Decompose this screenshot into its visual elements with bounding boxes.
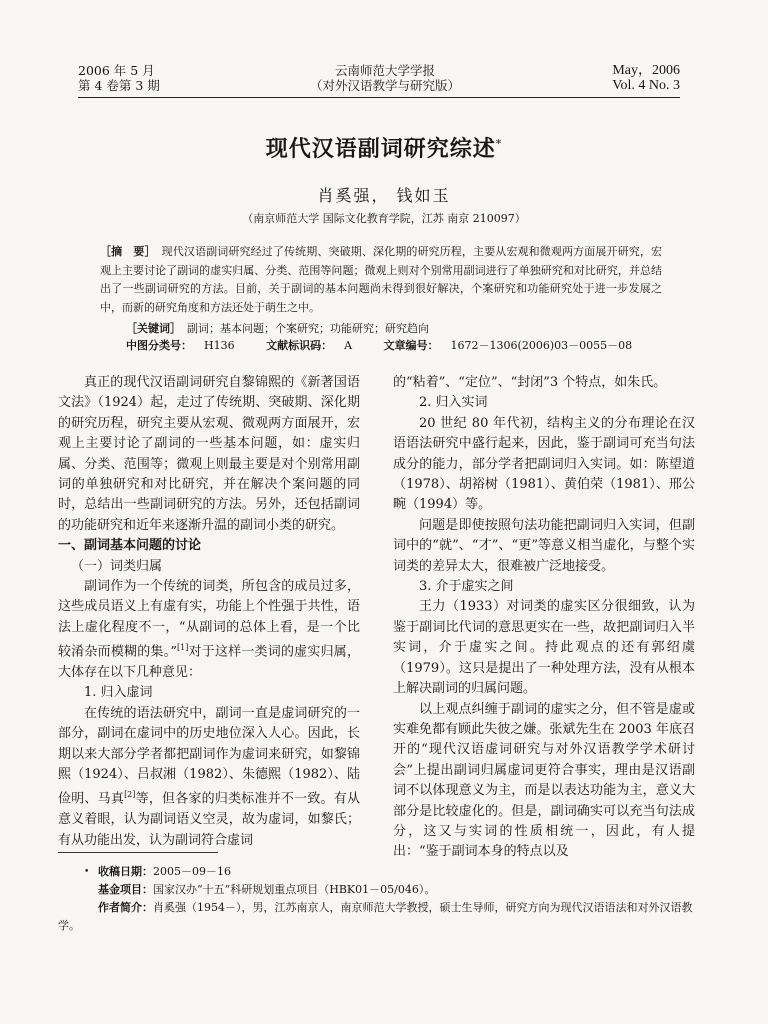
paragraph-continuation: 的“粘着”、“定位”、“封闭”3 个特点，如朱氏。: [393, 375, 667, 390]
fund-value: 国家汉办“十五”科研规划重点项目（HBK01－05/046）。: [153, 883, 436, 896]
subsection-heading: （一）词类归属: [71, 558, 163, 574]
paragraph: [58, 704, 360, 851]
volume-issue-en: Vol. 4 No. 3: [612, 78, 680, 93]
title-footnote-mark: *: [495, 137, 503, 151]
body-column-left: [58, 373, 360, 851]
article-number-value: 1672－1306(2006)03－0055－08: [450, 339, 633, 352]
doc-code-label: 文献标识码：: [266, 339, 333, 352]
author-bio-value: 肖奚强（1954－），男，江苏南京人，南京师范大学教授，硕士生导师，研究方向为现代汉语语法和对外汉语教学。: [58, 901, 693, 932]
body-column-right: [393, 373, 695, 863]
abstract: [100, 243, 662, 317]
paragraph: 以上观点纠缠于副词的虚实之分，但不管是虚或实难免都有顾此失彼之嫌。张斌先生在 2003 年底召开的“现代汉语虚词研究与对外汉语教学学术研讨会”上提出副词归属虚词更符合事实，理由是汉语副词不以体现意义为主，而是以表达功能为主，意义大部分是比较虚化的。但是，副词确实可以充当句法成分，这又与实词的性质相统一，因此，有人提出：“鉴于副词本身的特点以及: [393, 701, 695, 860]
issue-date: 2006 年 5 月: [78, 63, 155, 78]
section-heading: 一、副词基本问题的讨论: [58, 538, 202, 554]
authors: 肖奚强， 钱如玉: [317, 186, 451, 205]
intro-paragraph: 真正的现代汉语副词研究自黎锦熙的《新著国语文法》（1924）起，走过了传统期、突破期、深化期的研究历程，研究主要从宏观、微观两方面展开，宏观上主要讨论了副词的一些基本问题，如：虚实归属、分类、范围等；微观上则最主要是对个别常用副词的单独研究和对比研究，并在解决个案问题的同时，总结出一些副词研究的方法。另外，还包括副词的功能研究和近年来逐渐升温的副词小类的研究。: [58, 375, 360, 533]
article-number-label: 文章编号：: [383, 339, 439, 352]
item-heading: 2. 归入实词: [419, 395, 488, 411]
author-bio-label: 作者简介：: [98, 901, 153, 914]
paragraph-text: 在传统的语法研究中，副词一直是虚词研究的一部分，副词在虚词中的历史地位深入人心。因此，长期以来大部分学者都把副词作为虚词来研究，如黎锦熙（1924）、吕叔湘（1982）、朱德熙（1982）、陆俭明、马真: [58, 705, 360, 807]
issue-date-en: May，2006: [612, 63, 680, 78]
fund-label: 基金项目：: [98, 883, 153, 896]
affiliation: （南京师范大学 国际文化教育学院，江苏 南京 210097）: [242, 212, 526, 225]
keywords-text: 副词；基本问题；个案研究；功能研究；研究趋向: [187, 322, 429, 335]
paragraph: 王力（1933）对词类的虚实区分很细致，认为鉴于副词比代词的意思更实在一些，故把副词归入半实词，介于虚实之间。持此观点的还有郭绍虞（1979）。这只是提出了一种处理方法，没有从根本上解决副词的归属问题。: [393, 599, 695, 697]
title-text: 现代汉语副词研究综述: [265, 136, 496, 162]
journal-edition: （对外汉语教学与研究版）: [309, 78, 460, 93]
paragraph-text: 副词作为一个传统的词类，所包含的成员过多，这些成员语义上有虚有实，功能上个性强于共性，语法上虚化程度不一，“从副词的总体上看，是一个比较淆杂而模糊的集。”: [58, 579, 360, 660]
footnote-rule: [58, 852, 218, 853]
item-heading: 1. 归入虚词: [84, 685, 153, 701]
paragraph: 问题是即使按照句法功能把副词归入实词，但副词中的“就”、“才”、“更”等意义相当虚化，与整个实词类的差异太大，很难被广泛地接受。: [393, 517, 695, 574]
paper-title: [0, 132, 768, 163]
citation-ref: [2]: [124, 790, 136, 800]
running-header-right: [612, 63, 680, 93]
paragraph: 20 世纪 80 年代初，结构主义的分布理论在汉语语法研究中盛行起来，因此，鉴于副词可充当句法成分的能力，部分学者把副词归入实词。如：陈望道（1978）、胡裕树（1981）、黄伯荣（1981）、邢公畹（1994）等。: [393, 415, 695, 513]
footnote: [58, 863, 708, 935]
running-header-left: [78, 63, 160, 93]
header-rule: [78, 97, 680, 98]
received-value: 2005－09－16: [153, 865, 231, 878]
doc-code-value: A: [344, 339, 353, 352]
keywords: [126, 320, 429, 336]
received-date: [98, 863, 708, 881]
citation-ref: [1]: [176, 643, 189, 653]
volume-issue: 第 4 卷第 3 期: [78, 78, 160, 93]
abstract-text: 现代汉语副词研究经过了传统期、突破期、深化期的研究历程，主要从宏观和微观两方面展开研究，宏观上主要讨论了副词的虚实归属、分类、范围等问题；微观上则对个别常用副词进行了单独研究和对比研究，并总结出了一些副词研究的方法。目前，关于副词的基本问题尚未得到很好解决，个案研究和功能研究处于进一步发展之中，而新的研究角度和方法还处于萌生之中。: [100, 245, 663, 314]
classification-line: [126, 337, 660, 353]
running-header-center: [250, 63, 520, 93]
received-label: 收稿日期：: [98, 865, 153, 878]
paragraph: [58, 577, 360, 683]
keywords-label: ［关键词］: [126, 322, 181, 335]
fund-info: [98, 881, 708, 899]
abstract-label: ［摘 要］: [100, 245, 156, 258]
item-heading: 3. 介于虚实之间: [419, 579, 514, 595]
footnote-bullet: •: [84, 867, 90, 877]
author-bio: [58, 899, 708, 935]
clc-value: H136: [204, 339, 235, 352]
paragraph-text: 等，但各家的归类标准并不一致。有从意义着眼，认为副词语义空灵，故为虚词，如黎氏；有从功能出发，认为副词符合虚词: [58, 791, 360, 848]
journal-name: 云南师范大学学报: [334, 63, 435, 78]
paragraph-text: 对于这样一类词的虚实归属，大体存在以下几种意见：: [58, 644, 360, 681]
clc-label: 中图分类号：: [126, 339, 192, 352]
